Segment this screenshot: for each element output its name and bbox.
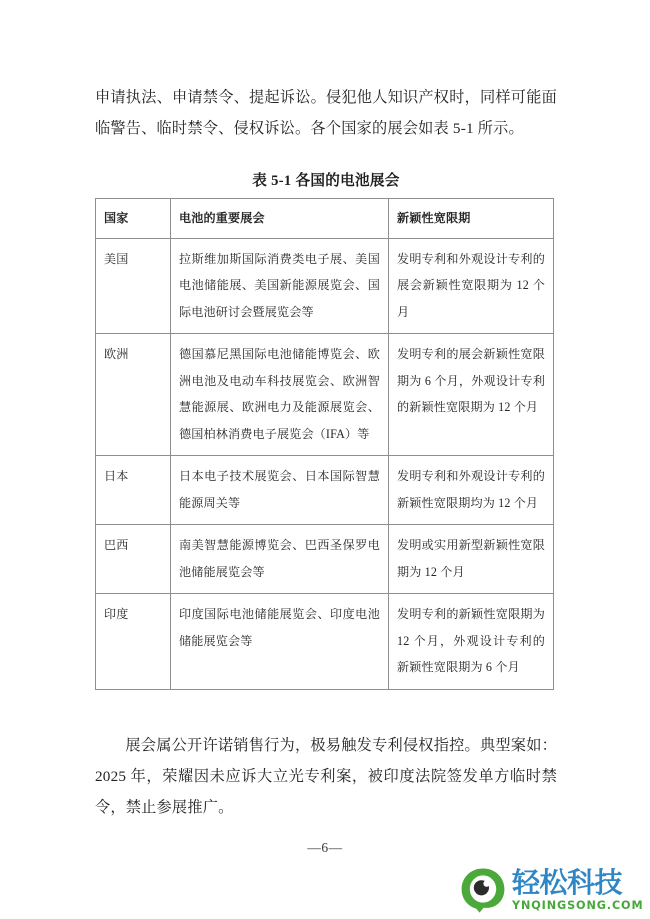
paragraph-after-table: 展会属公开许诺销售行为，极易触发专利侵权指控。典型案如：2025 年，荣耀因未应诉大立光专利案，被印度法院签发单方临时禁令，禁止参展推广。 — [95, 737, 557, 816]
table-row — [96, 238, 554, 334]
table-header-country: 国家 — [96, 199, 171, 239]
cell-exhibitions: 德国慕尼黑国际电池储能博览会、欧洲电池及电动车科技展览会、欧洲智慧能源展、欧洲电力及能源展览会、德国柏林消费电子展览会（IFA）等 — [171, 334, 389, 456]
cell-exhibitions: 日本电子技术展览会、日本国际智慧能源周关等 — [171, 456, 389, 525]
table-row — [96, 334, 554, 456]
paragraph-before-table: 申请执法、申请禁令、提起诉讼。侵犯他人知识产权时，同样可能面临警告、临时禁令、侵权诉讼。各个国家的展会如表 5-1 所示。 — [95, 89, 557, 137]
brand-name: 轻松科技 — [512, 866, 623, 899]
table-header-row — [96, 199, 554, 239]
cell-country: 印度 — [96, 594, 171, 690]
logo-text-block — [512, 867, 644, 913]
qingsong-eye-icon — [459, 866, 507, 914]
cell-country: 巴西 — [96, 525, 171, 594]
table-row — [96, 594, 554, 690]
cell-exhibitions: 南美智慧能源博览会、巴西圣保罗电池储能展览会等 — [171, 525, 389, 594]
cell-country: 日本 — [96, 456, 171, 525]
cell-grace-period: 发明专利和外观设计专利的展会新颖性宽限期为 12 个月 — [389, 238, 554, 334]
body-text-top — [95, 82, 557, 144]
exhibition-table-container — [95, 198, 553, 690]
exhibition-table — [95, 198, 554, 690]
cell-grace-period: 发明专利和外观设计专利的新颖性宽限期均为 12 个月 — [389, 456, 554, 525]
cell-grace-period: 发明专利的展会新颖性宽限期为 6 个月，外观设计专利的新颖性宽限期为 12 个月 — [389, 334, 554, 456]
brand-domain: YNQINGSONG.COM — [512, 899, 644, 912]
table-row — [96, 525, 554, 594]
table-header-exhibitions: 电池的重要展会 — [171, 199, 389, 239]
cell-exhibitions: 印度国际电池储能展览会、印度电池储能展览会等 — [171, 594, 389, 690]
cell-exhibitions: 拉斯维加斯国际消费类电子展、美国电池储能展、美国新能源展览会、国际电池研讨会暨展览会等 — [171, 238, 389, 334]
cell-grace-period: 发明专利的新颖性宽限期为 12 个月，外观设计专利的新颖性宽限期为 6 个月 — [389, 594, 554, 690]
watermark-logo — [459, 864, 647, 916]
cell-country: 美国 — [96, 238, 171, 334]
table-caption: 表 5-1 各国的电池展会 — [252, 173, 400, 189]
table-row — [96, 456, 554, 525]
cell-grace-period: 发明或实用新型新颖性宽限期为 12 个月 — [389, 525, 554, 594]
body-text-bottom — [95, 730, 557, 823]
cell-country: 欧洲 — [96, 334, 171, 456]
table-header-grace-period: 新颖性宽限期 — [389, 199, 554, 239]
page-number: —6— — [307, 840, 343, 855]
